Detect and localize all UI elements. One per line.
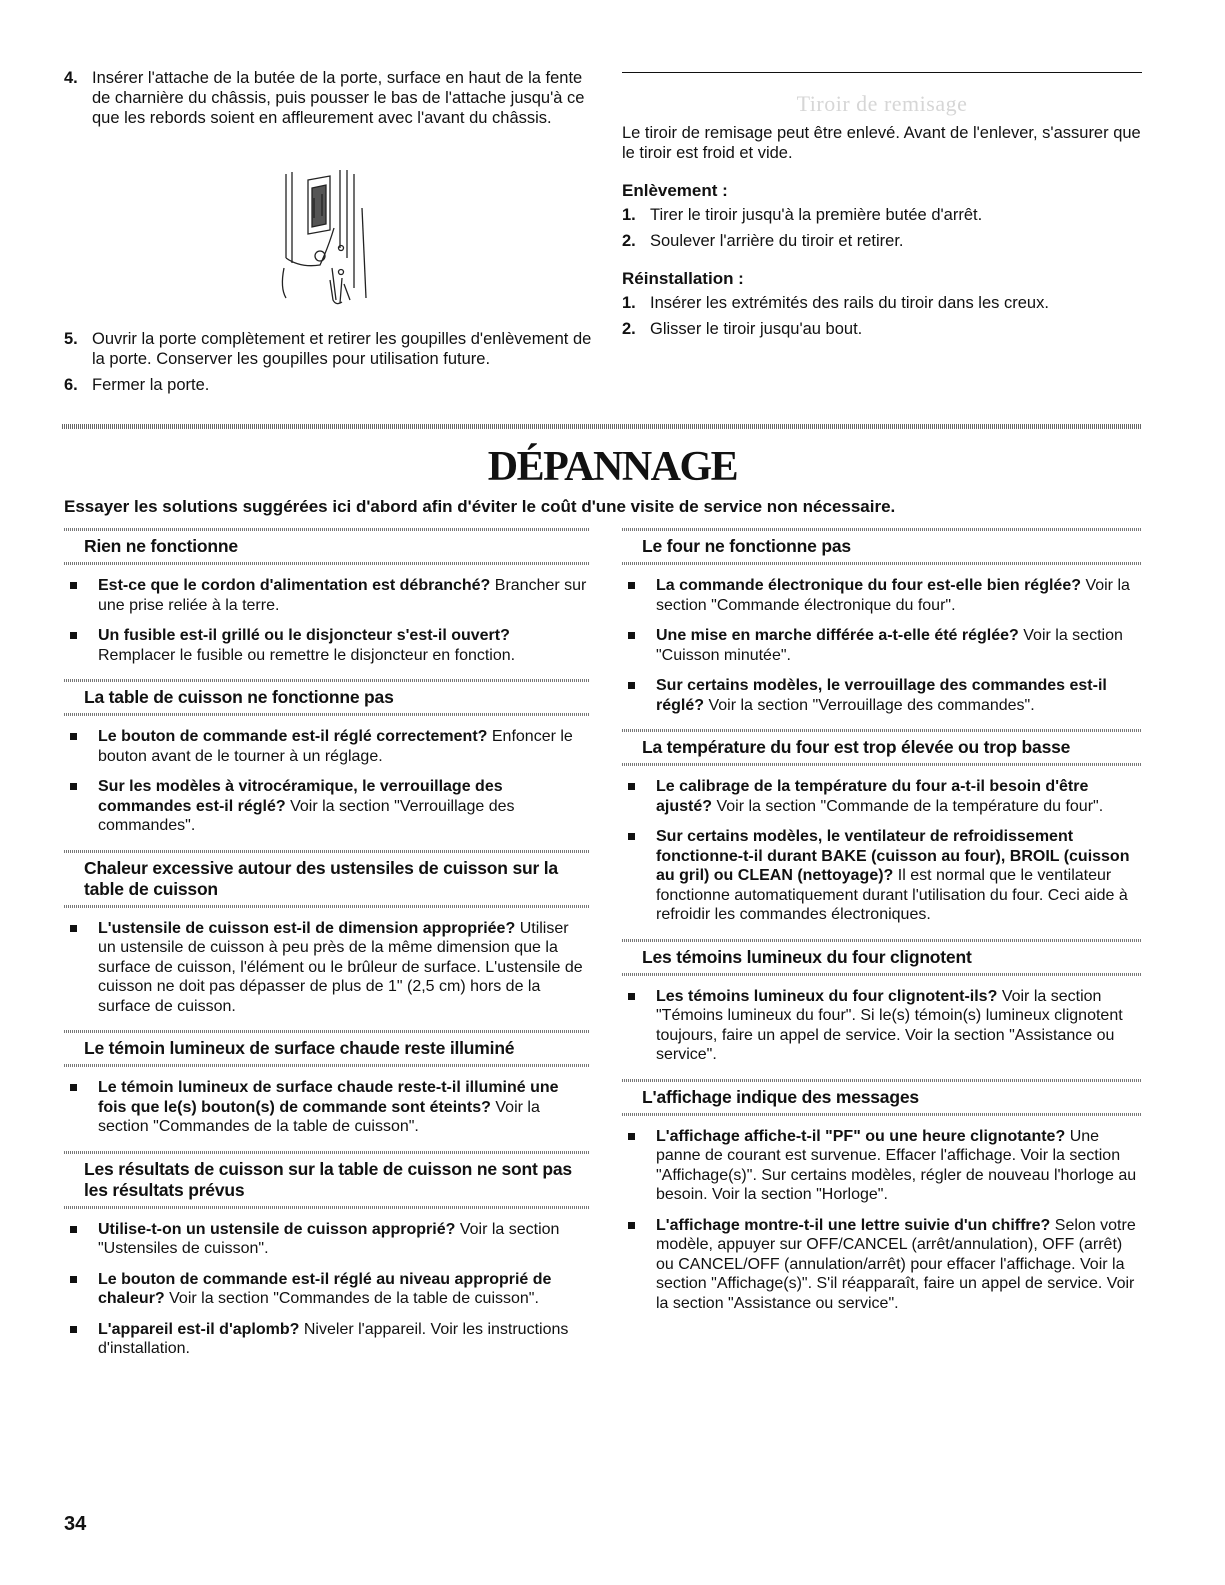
troubleshoot-section: [64, 850, 589, 1017]
troubleshoot-section: [622, 729, 1142, 925]
troubleshoot-item: [64, 1078, 589, 1137]
step-text: Insérer les extrémités des rails du tiroir dans les creux.: [650, 294, 1049, 312]
troubleshoot-item: [622, 987, 1142, 1065]
troubleshoot-section: [64, 1030, 589, 1137]
bullet-icon: [622, 626, 656, 665]
troubleshoot-item: [622, 777, 1142, 816]
item-question: Les témoins lumineux du four clignotent-ils?: [656, 987, 998, 1005]
section-title: Le témoin lumineux de surface chaude reste illuminé: [84, 1038, 515, 1058]
step-text: Fermer la porte.: [92, 376, 210, 394]
troubleshoot-section: [64, 679, 589, 836]
item-answer: Voir la section "Commande de la température du four".: [716, 797, 1104, 815]
door-steps-bottom: [64, 329, 594, 395]
step-item: [64, 375, 594, 395]
step-item: [622, 205, 1142, 225]
section-rule-bottom: [64, 905, 589, 908]
item-answer: Voir la section "Commandes de la table de cuisson".: [169, 1290, 539, 1307]
troubleshoot-item: [622, 676, 1142, 715]
item-answer: Brancher sur une prise reliée à la terre.: [98, 577, 587, 614]
troubleshoot-section: [622, 1079, 1142, 1314]
bullet-icon: [64, 1270, 98, 1309]
item-answer: Il est normal que le ventilateur fonctionne automatiquement durant l'utilisation du four. Ceci aide à refroidir les commandes électroniques.: [656, 867, 1128, 923]
page-number: 34: [64, 1513, 87, 1535]
step-item: [622, 319, 1142, 339]
step-number: 1.: [622, 294, 636, 312]
troubleshoot-item: [64, 1220, 589, 1259]
reinstall-heading: Réinstallation :: [622, 269, 744, 288]
step-number: 1.: [622, 206, 636, 224]
item-text: [656, 626, 1142, 665]
item-text: [656, 987, 1142, 1065]
item-question: Est-ce que le cordon d'alimentation est débranché?: [98, 577, 491, 594]
troubleshoot-item: [64, 727, 589, 766]
storage-drawer-section: [622, 72, 1142, 339]
step-number: 6.: [64, 376, 78, 394]
step-text: Glisser le tiroir jusqu'au bout.: [650, 320, 863, 338]
troubleshoot-item: [64, 626, 589, 665]
section-title: La table de cuisson ne fonctionne pas: [84, 687, 394, 707]
item-text: [656, 676, 1142, 715]
item-text: [656, 1216, 1142, 1314]
bullet-icon: [64, 576, 98, 615]
bullet-icon: [622, 987, 656, 1065]
item-answer: Voir la section "Ustensiles de cuisson".: [98, 1220, 560, 1257]
step-number: 2.: [622, 320, 636, 338]
bullet-icon: [64, 727, 98, 766]
troubleshoot-item: [64, 919, 589, 1017]
bullet-icon: [622, 676, 656, 715]
step-item: [622, 293, 1142, 313]
item-question: Un fusible est-il grillé ou le disjoncteur s'est-il ouvert?: [98, 627, 510, 644]
step-text: Insérer l'attache de la butée de la porte, surface en haut de la fente de charnière du châssis, puis pousser le bas de l'attache jusqu'à ce que les rebords soient en affleurement avec l'avant du châssis.: [92, 69, 585, 127]
item-text: [98, 727, 589, 766]
item-question: L'affichage montre-t-il une lettre suivie d'un chiffre?: [656, 1216, 1051, 1234]
drawer-intro: Le tiroir de remisage peut être enlevé. Avant de l'enlever, s'assurer que le tiroir est froid et vide.: [622, 124, 1141, 162]
left-column: [64, 514, 589, 1359]
bullet-icon: [622, 777, 656, 816]
item-text: [656, 1127, 1142, 1205]
item-question: Sur les modèles à vitrocéramique, le verrouillage des commandes est-il réglé?: [98, 778, 503, 815]
bullet-icon: [622, 1127, 656, 1205]
intro-text: Essayer les solutions suggérées ici d'abord afin d'éviter le coût d'une visite de service non nécessaire.: [64, 497, 896, 516]
item-text: [656, 576, 1142, 615]
section-title: Rien ne fonctionne: [84, 536, 238, 556]
bullet-icon: [64, 1220, 98, 1259]
bullet-icon: [64, 777, 98, 836]
troubleshoot-item: [64, 1320, 589, 1359]
troubleshoot-section: [622, 528, 1142, 715]
section-rule-bottom: [622, 763, 1142, 766]
troubleshoot-section: [64, 1151, 589, 1359]
section-rule-bottom: [64, 713, 589, 716]
troubleshoot-item: [622, 576, 1142, 615]
drawer-top-rule: [622, 72, 1142, 73]
item-question: Le bouton de commande est-il réglé au niveau approprié de chaleur?: [98, 1270, 552, 1307]
item-text: [98, 919, 589, 1017]
item-answer: Une panne de courant est survenue. Effacer l'affichage. Voir la section "Affichage(s)". Sur certains modèles, régler de nouveau l'horloge au besoin. Voir la section "Horloge".: [656, 1127, 1137, 1203]
step-item: [64, 329, 594, 369]
section-rule-bottom: [64, 562, 589, 565]
section-title: L'affichage indique des messages: [642, 1086, 919, 1107]
item-question: L'affichage affiche-t-il "PF" ou une heure clignotante?: [656, 1127, 1066, 1145]
section-rule-bottom: [622, 562, 1142, 565]
item-answer: Niveler l'appareil. Voir les instructions d'installation.: [98, 1320, 569, 1357]
item-answer: Selon votre modèle, appuyer sur OFF/CANCEL (arrêt/annulation), OFF (arrêt) ou CANCEL/OFF (annulation/arrêt) pour effacer l'affichage. Voir la section "Affichage(s)". S'il réapparaît, faire un appel de service. Voir la section "Assistance ou service".: [656, 1216, 1136, 1312]
troubleshoot-item: [622, 626, 1142, 665]
troubleshoot-item: [64, 576, 589, 615]
troubleshoot-item: [64, 1270, 589, 1309]
troubleshoot-section: [64, 528, 589, 665]
item-answer: Voir la section "Commandes de la table de cuisson".: [98, 1098, 540, 1135]
step-item: [622, 231, 1142, 251]
troubleshoot-item: [622, 827, 1142, 925]
section-title: Le four ne fonctionne pas: [642, 536, 851, 556]
item-answer: Voir la section "Témoins lumineux du four". Si le(s) témoin(s) lumineux clignotent toujours, faire un appel de service. Voir la section "Assistance ou service".: [656, 987, 1123, 1063]
step-number: 4.: [64, 69, 78, 87]
step-text: Ouvrir la porte complètement et retirer les goupilles d'enlèvement de la porte. Conserver les goupilles pour utilisation future.: [92, 330, 592, 368]
item-answer: Voir la section "Verrouillage des commandes".: [708, 696, 1035, 714]
item-text: [656, 827, 1142, 925]
door-steps-top: [64, 68, 594, 128]
item-text: [98, 626, 589, 665]
item-answer: Voir la section "Commande électronique du four".: [656, 577, 1130, 614]
bullet-icon: [64, 626, 98, 665]
item-question: Le bouton de commande est-il réglé correctement?: [98, 728, 488, 745]
item-question: Utilise-t-on un ustensile de cuisson approprié?: [98, 1220, 456, 1238]
item-text: [98, 1270, 589, 1309]
bullet-icon: [622, 1216, 656, 1314]
troubleshoot-item: [622, 1216, 1142, 1314]
item-question: Le témoin lumineux de surface chaude reste-t-il illuminé une fois que le(s) bouton(s) de commande sont éteints?: [98, 1079, 559, 1116]
item-answer: Voir la section "Cuisson minutée".: [656, 627, 1123, 664]
troubleshoot-item: [64, 777, 589, 836]
bullet-icon: [64, 1078, 98, 1137]
item-question: Une mise en marche différée a-t-elle été réglée?: [656, 627, 1019, 644]
item-question: Sur certains modèles, le ventilateur de refroidissement fonctionne-t-il durant BAKE (cuisson au four), BROIL (cuisson au gril) ou CLEAN (nettoyage)?: [656, 828, 1130, 884]
drawer-title: Tiroir de remisage: [796, 91, 968, 116]
step-item: [64, 68, 594, 128]
section-title: La température du four est trop élevée ou trop basse: [642, 737, 1071, 757]
troubleshoot-item: [622, 1127, 1142, 1205]
item-text: [98, 1220, 589, 1259]
bullet-icon: [622, 827, 656, 925]
item-question: L'ustensile de cuisson est-il de dimension appropriée?: [98, 919, 516, 937]
item-text: [656, 777, 1142, 816]
item-question: La commande électronique du four est-elle bien réglée?: [656, 577, 1081, 594]
item-text: [98, 1078, 589, 1137]
troubleshoot-section: [622, 939, 1142, 1065]
item-answer: Utiliser un ustensile de cuisson à peu près de la même dimension que la surface de cuisson, l'élément ou le brûleur de surface. L'ustensile de cuisson ne doit pas dépasser de plus de 1" (2,5 cm) hors de la surface de cuisson.: [98, 919, 583, 1015]
item-text: [98, 576, 589, 615]
bullet-icon: [64, 1320, 98, 1359]
step-number: 2.: [622, 232, 636, 250]
bullet-icon: [64, 919, 98, 1017]
removal-heading: Enlèvement :: [622, 181, 728, 200]
step-text: Soulever l'arrière du tiroir et retirer.: [650, 232, 904, 250]
section-rule-bottom: [64, 1064, 589, 1067]
step-text: Tirer le tiroir jusqu'à la première butée d'arrêt.: [650, 206, 983, 224]
bullet-icon: [622, 576, 656, 615]
top-divider: [62, 424, 1142, 429]
item-answer: Remplacer le fusible ou remettre le disjoncteur en fonction.: [98, 646, 516, 664]
item-question: Sur certains modèles, le verrouillage des commandes est-il réglé?: [656, 677, 1107, 714]
door-hinge-illustration: [270, 168, 380, 313]
item-answer: Voir la section "Verrouillage des commandes".: [98, 797, 515, 834]
item-text: [98, 1320, 589, 1359]
step-number: 5.: [64, 330, 78, 348]
section-rule-bottom: [622, 973, 1142, 976]
page-title: DÉPANNAGE: [487, 444, 738, 490]
item-text: [98, 777, 589, 836]
section-rule-bottom: [622, 1113, 1142, 1116]
section-title: Chaleur excessive autour des ustensiles de cuisson sur la table de cuisson: [84, 857, 558, 899]
right-column: [622, 514, 1142, 1313]
section-rule-bottom: [64, 1206, 589, 1209]
section-title: Les résultats de cuisson sur la table de cuisson ne sont pas les résultats prévus: [84, 1158, 572, 1200]
item-answer: Enfoncer le bouton avant de le tourner à un réglage.: [98, 728, 573, 765]
item-question: Le calibrage de la température du four a-t-il besoin d'être ajusté?: [656, 778, 1089, 815]
item-question: L'appareil est-il d'aplomb?: [98, 1320, 300, 1338]
section-title: Les témoins lumineux du four clignotent: [642, 946, 972, 967]
